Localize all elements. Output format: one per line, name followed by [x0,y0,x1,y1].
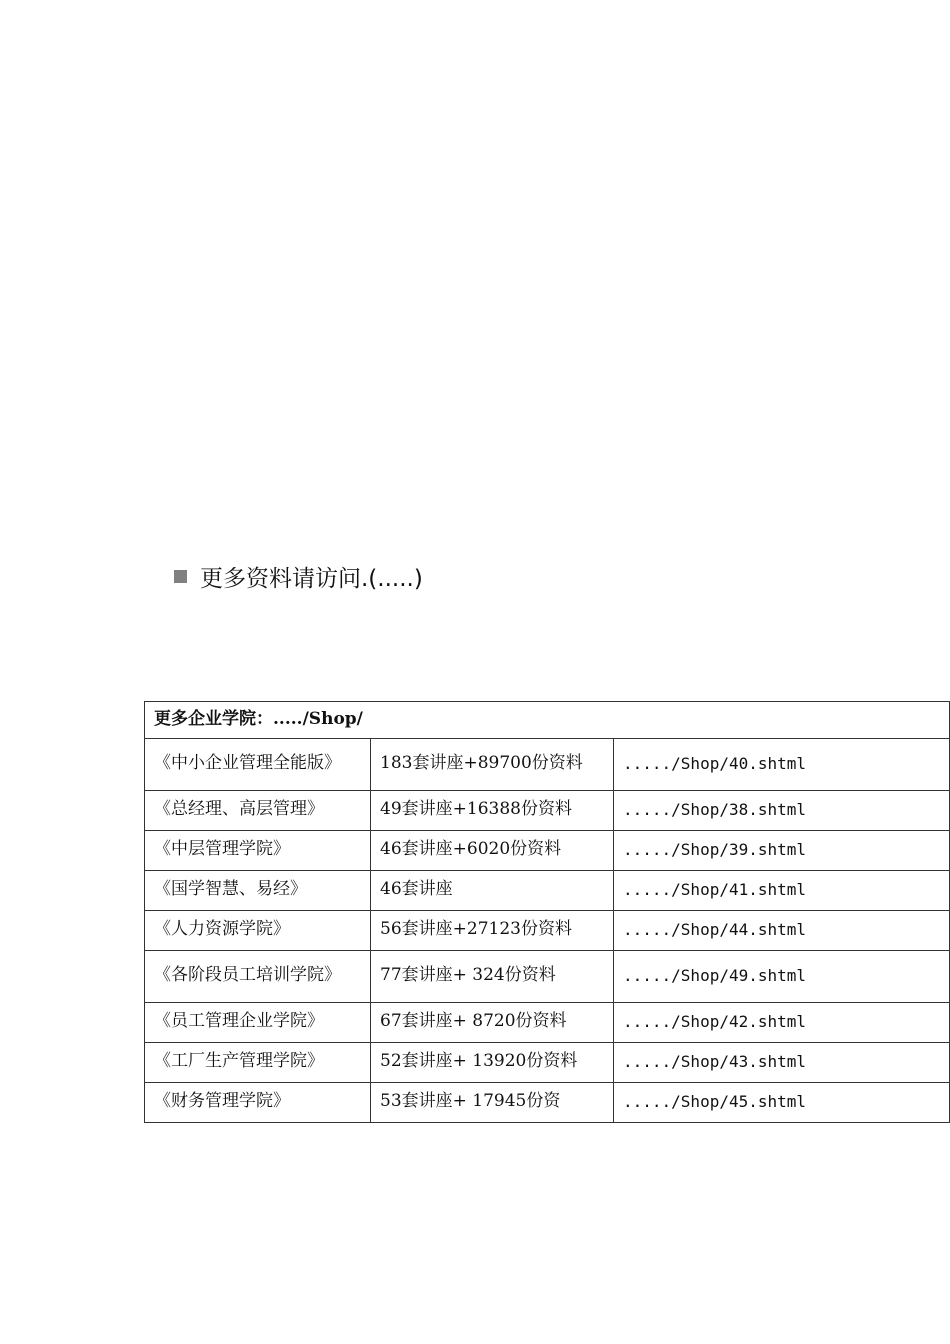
table-header-row [145,702,950,739]
course-link[interactable]: ...../Shop/45.shtml [614,1083,950,1123]
table-row [145,951,950,1003]
course-name: 《人力资源学院》 [145,911,371,951]
course-name: 《总经理、高层管理》 [145,791,371,831]
course-content: 53套讲座+ 17945份资 [371,1083,614,1123]
course-link[interactable]: ...../Shop/42.shtml [614,1003,950,1043]
course-link[interactable]: ...../Shop/38.shtml [614,791,950,831]
course-link[interactable]: ...../Shop/41.shtml [614,871,950,911]
course-name: 《各阶段员工培训学院》 [145,951,371,1003]
course-link[interactable]: ...../Shop/49.shtml [614,951,950,1003]
square-bullet-icon [174,570,187,583]
course-content: 56套讲座+27123份资料 [371,911,614,951]
course-name: 《中层管理学院》 [145,831,371,871]
course-name: 《财务管理学院》 [145,1083,371,1123]
table-row [145,739,950,791]
table-header-text: 更多企业学院：...../Shop/ [154,709,363,729]
course-content: 67套讲座+ 8720份资料 [371,1003,614,1043]
course-name: 《中小企业管理全能版》 [145,739,371,791]
course-content: 46套讲座 [371,871,614,911]
courses-table [144,701,950,1123]
course-content: 183套讲座+89700份资料 [371,739,614,791]
course-link[interactable]: ...../Shop/43.shtml [614,1043,950,1083]
course-link[interactable]: ...../Shop/44.shtml [614,911,950,951]
course-link[interactable]: ...../Shop/40.shtml [614,739,950,791]
table-row [145,831,950,871]
course-content: 49套讲座+16388份资料 [371,791,614,831]
course-name: 《员工管理企业学院》 [145,1003,371,1043]
table-row [145,1083,950,1123]
table-row [145,1003,950,1043]
table-row [145,871,950,911]
course-name: 《工厂生产管理学院》 [145,1043,371,1083]
table-header-cell [145,702,950,739]
course-name: 《国学智慧、易经》 [145,871,371,911]
course-link[interactable]: ...../Shop/39.shtml [614,831,950,871]
table-row [145,911,950,951]
course-content: 52套讲座+ 13920份资料 [371,1043,614,1083]
course-content: 46套讲座+6020份资料 [371,831,614,871]
notice-line [174,560,423,593]
table-row [145,791,950,831]
course-content: 77套讲座+ 324份资料 [371,951,614,1003]
notice-text: 更多资料请访问.(.....) [200,566,423,592]
table-row [145,1043,950,1083]
